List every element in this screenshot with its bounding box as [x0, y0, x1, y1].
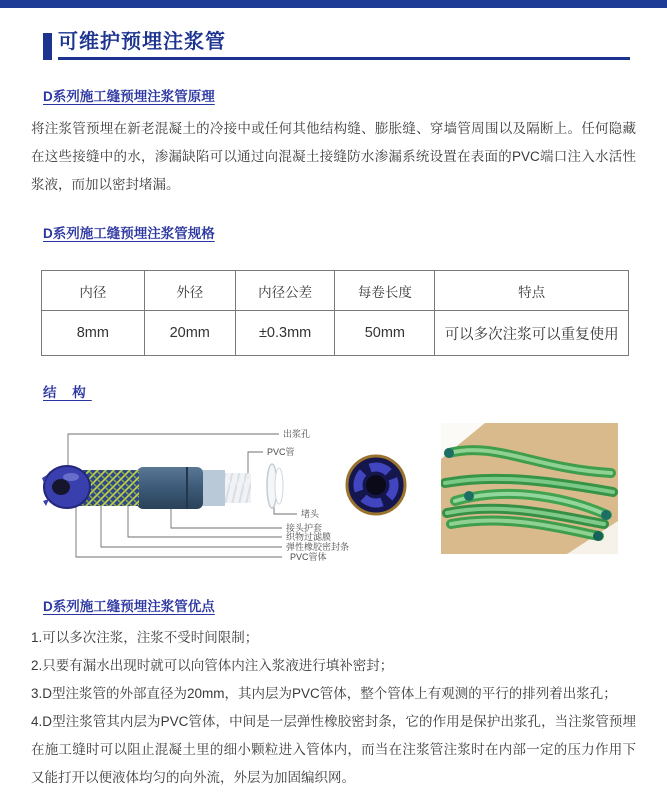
- cell-inner-diameter: 8mm: [42, 311, 145, 356]
- top-accent-bar: [0, 0, 667, 8]
- label-pvc-body: PVC管体: [290, 552, 327, 562]
- cell-roll-length: 50mm: [335, 311, 435, 356]
- col-header-features: 特点: [435, 271, 629, 311]
- product-photo: [441, 423, 618, 554]
- pipe-cross-section-illustration: [347, 456, 405, 514]
- advantage-item-3: 3.D型注浆管的外部直径为20mm，其内层为PVC管体，整个管体上有观测的平行的排列着出浆孔；: [31, 686, 617, 701]
- structure-diagram: [41, 423, 431, 565]
- title-marker-bar: [43, 33, 52, 60]
- structure-figures: [41, 423, 667, 565]
- title-underline: [58, 30, 630, 60]
- label-rubber-seal: 弹性橡胶密封条: [286, 542, 350, 552]
- principle-paragraph: 将注浆管预埋在新老混凝土的冷接中或任何其他结构缝、膨胀缝、穿墙管周围以及隔断上。任何隐藏在这些接缝中的水，渗漏缺陷可以通过向混凝土接缝防水渗漏系统设置在表面的PVC端口注入水活性浆液，而加以密封堵漏。: [31, 121, 636, 192]
- heading-spec-link[interactable]: D系列施工缝预埋注浆管规格: [43, 226, 215, 241]
- col-header-inner-diameter: 内径: [42, 271, 145, 311]
- pipe-assembly-illustration: [42, 464, 283, 509]
- advantage-item-1: 1.可以多次注浆，注浆不受时间限制；: [31, 630, 259, 645]
- page-title-block: [43, 30, 630, 60]
- col-header-tolerance: 内径公差: [235, 271, 335, 311]
- cell-tolerance: ±0.3mm: [235, 311, 335, 356]
- spec-table: [41, 270, 629, 356]
- label-grout-outlet: 出浆孔: [283, 429, 311, 439]
- heading-principle-link[interactable]: D系列施工缝预埋注浆管原理: [43, 89, 215, 104]
- spec-table-header-row: [42, 271, 629, 311]
- cell-outer-diameter: 20mm: [144, 311, 235, 356]
- label-pvc-pipe: PVC管: [267, 447, 295, 457]
- advantage-item-2: 2.只要有漏水出现时就可以向管体内注入浆液进行填补密封；: [31, 658, 394, 673]
- label-joint-sheath: 接头护套: [286, 523, 323, 533]
- col-header-outer-diameter: 外径: [144, 271, 235, 311]
- advantages-list: [31, 624, 636, 792]
- heading-structure-link[interactable]: 结 构: [43, 385, 92, 400]
- label-fabric-filter: 织物过滤膜: [286, 532, 332, 542]
- col-header-roll-length: 每卷长度: [335, 271, 435, 311]
- label-plug: 堵头: [301, 509, 320, 519]
- cell-features: 可以多次注浆可以重复使用: [435, 311, 629, 356]
- page-title: 可维护预埋注浆管: [58, 31, 226, 53]
- spec-table-data-row: [42, 311, 629, 356]
- advantage-item-4: 4.D型注浆管其内层为PVC管体，中间是一层弹性橡胶密封条，它的作用是保护出浆孔，当注浆管预埋在施工缝时可以阻止混凝土里的细小颗粒进入管体内，而当在注浆管注浆时在内部一定的压力作用下又能打开以便液体均匀的向外流，外层为加固编织网。: [31, 714, 636, 785]
- heading-advantages-link[interactable]: D系列施工缝预埋注浆管优点: [43, 599, 215, 614]
